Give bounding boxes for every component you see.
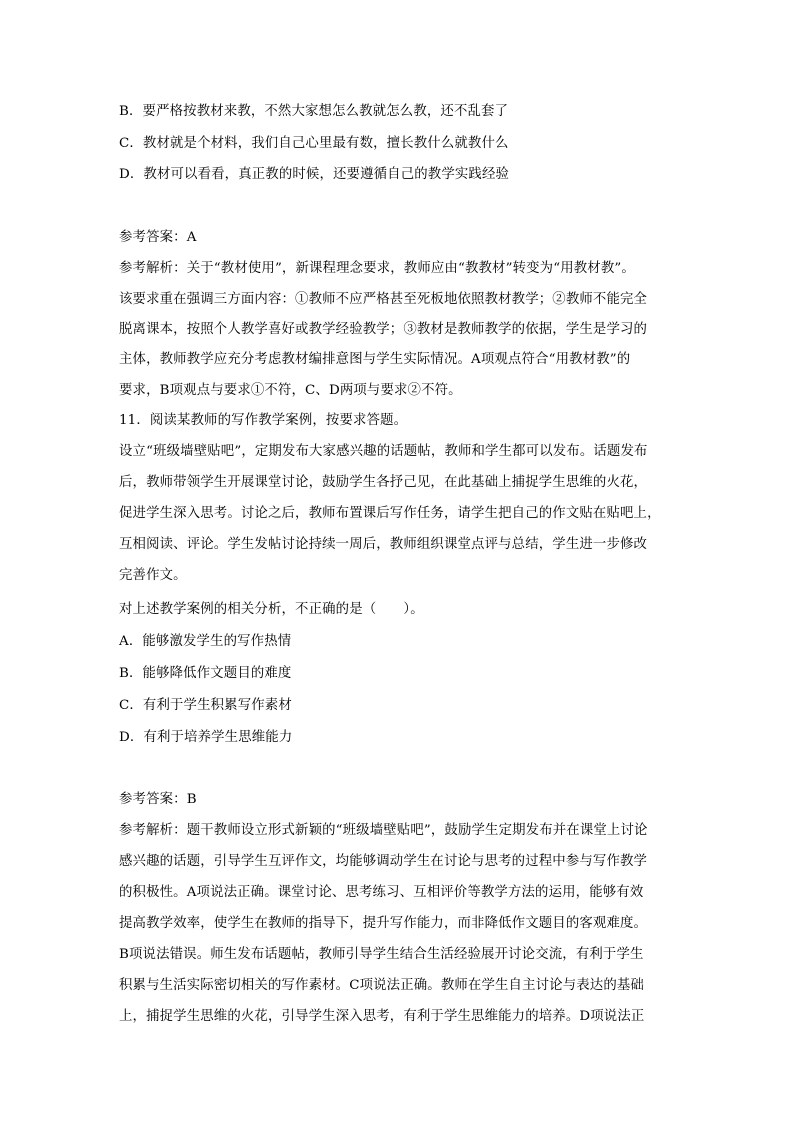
q11-option-c: C．有利于学生积累写作素材 [119, 698, 292, 713]
q11-title: 11．阅读某教师的写作教学案例，按要求答题。 [119, 413, 408, 428]
q10-option-d: D．教材可以看看，真正教的时候，还要遵循自己的教学实践经验 [119, 167, 510, 182]
q10-analysis-line: 该要求重在强调三方面内容：①教师不应严格甚至死板地依照教材教学；②教师不能完全 [119, 292, 648, 307]
q11-analysis-line: B项说法错误。师生发布话题帖，教师引导学生结合生活经验展开讨论交流，有利于学生 [119, 947, 644, 962]
q10-analysis-line: 要求，B项观点与要求①不符，C、D两项与要求②不符。 [119, 383, 462, 398]
q11-analysis-line: 积累与生活实际密切相关的写作素材。C项说法正确。教师在学生自主讨论与表达的基础 [119, 978, 644, 993]
q10-analysis-line: 脱离课本，按照个人教学喜好或教学经验教学；③教材是教师教学的依据，学生是学习的 [119, 322, 648, 337]
q11-question: 对上述教学案例的相关分析，不正确的是（ ）。 [119, 602, 424, 617]
q10-option-c: C．教材就是个材料，我们自己心里最有数，擅长教什么就教什么 [119, 136, 509, 151]
q10-analysis-line: 主体，教师教学应充分考虑教材编排意图与学生实际情况。A项观点符合“用教材教”的 [119, 352, 631, 367]
q11-case-line: 促进学生深入思考。讨论之后，教师布置课后写作任务，请学生把自己的作文贴在贴吧上， [119, 506, 661, 521]
q11-option-d: D．有利于培养学生思维能力 [119, 730, 293, 745]
q10-analysis-line: 参考解析：关于“教材使用”，新课程理念要求，教师应由“教教材”转变为“用教材教”。 [119, 261, 635, 276]
q11-case-line: 互相阅读、评论。学生发帖讨论持续一周后，教师组织课堂点评与总结，学生进一步修改 [119, 537, 648, 552]
q11-analysis-line: 感兴趣的话题，引导学生互评作文，均能够调动学生在讨论与思考的过程中参与写作教学 [119, 854, 648, 869]
q11-option-b: B．能够降低作文题目的难度 [119, 666, 292, 681]
q11-analysis-line: 参考解析：题干教师设立形式新颖的“班级墙壁贴吧”，鼓励学生定期发布并在课堂上讨论 [119, 823, 648, 838]
q11-analysis-line: 上，捕捉学生思维的火花，引导学生深入思考，有利于学生思维能力的培养。D项说法正 [119, 1009, 645, 1024]
q11-option-a: A．能够激发学生的写作热情 [119, 634, 292, 649]
q11-answer: 参考答案：B [119, 792, 197, 807]
q11-case-line: 设立“班级墙壁贴吧”，定期发布大家感兴趣的话题帖，教师和学生都可以发布。话题发布 [119, 444, 648, 459]
q11-analysis-line: 提高教学效率，使学生在教师的指导下，提升写作能力，而非降低作文题目的客观难度。 [119, 916, 648, 931]
q10-option-b: B．要严格按教材来教，不然大家想怎么教就怎么教，还不乱套了 [119, 104, 509, 119]
q11-analysis-line: 的积极性。A项说法正确。课堂讨论、思考练习、互相评价等教学方法的运用，能够有效 [119, 885, 644, 900]
q11-case-line: 后，教师带领学生开展课堂讨论，鼓励学生各抒己见，在此基础上捕捉学生思维的火花， [119, 475, 648, 490]
q11-case-line: 完善作文。 [119, 568, 187, 583]
q10-answer: 参考答案：A [119, 230, 197, 245]
